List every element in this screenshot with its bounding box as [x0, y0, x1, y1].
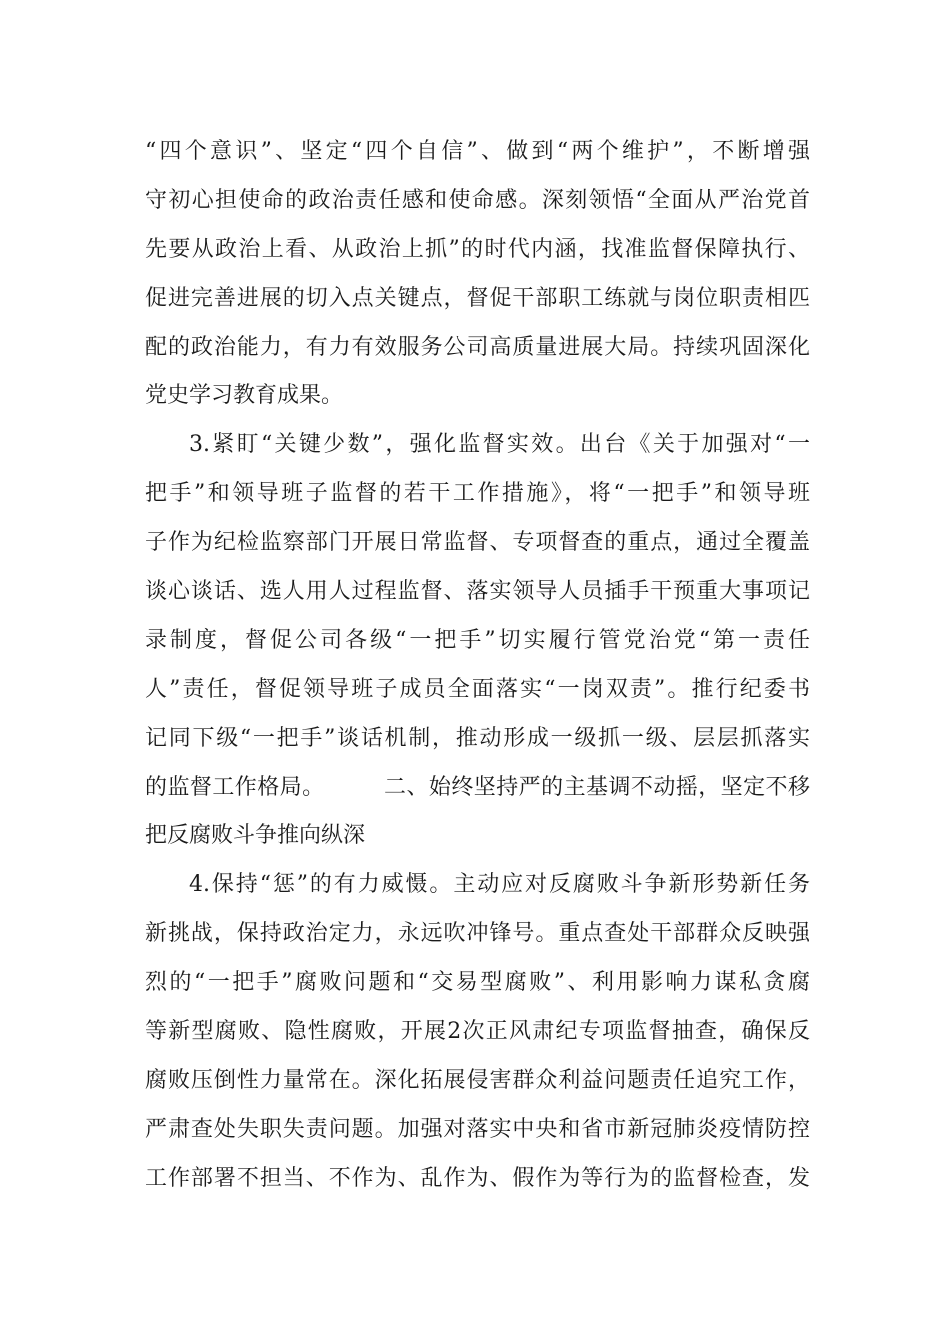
text-line: 录制度，督促公司各级“一把手”切实履行管党治党“第一责任: [145, 627, 810, 653]
text-line: 严肃查处失职失责问题。加强对落实中央和省市新冠肺炎疫情防控: [145, 1116, 810, 1142]
paragraph-3-first-line: 3.紧盯“关键少数”，强化监督实效。出台《关于加强对“一: [189, 432, 810, 458]
text-line: 把反腐败斗争推向纵深: [145, 823, 366, 849]
text-line: 党史学习教育成果。: [145, 383, 344, 409]
text-line: 先要从政治上看、从政治上抓”的时代内涵，找准监督保障执行、: [145, 236, 810, 262]
text-line: 把手”和领导班子监督的若干工作措施》，将“一把手”和领导班: [145, 481, 810, 507]
text-line: 烈的“一把手”腐败问题和“交易型腐败”、利用影响力谋私贪腐: [145, 970, 810, 996]
text-line: “四个意识”、坚定“四个自信”、做到“两个维护”，不断增强: [145, 139, 810, 164]
text-line: 配的政治能力，有力有效服务公司高质量进展大局。持续巩固深化: [145, 334, 810, 360]
body-text: [145, 128, 810, 1204]
paragraph-4-first-line: 4.保持“惩”的有力威慑。主动应对反腐败斗争新形势新任务: [189, 872, 810, 898]
text-line: 促进完善进展的切入点关键点，督促干部职工练就与岗位职责相匹: [145, 285, 810, 311]
text-line: 工作部署不担当、不作为、乱作为、假作为等行为的监督检查，发: [145, 1165, 810, 1191]
text-line: 等新型腐败、隐性腐败，开展2次正风肃纪专项监督抽查，确保反: [145, 1019, 810, 1045]
text-line: 子作为纪检监察部门开展日常监督、专项督查的重点，通过全覆盖: [145, 530, 810, 556]
text-line: 记同下级“一把手”谈话机制，推动形成一级抓一级、层层抓落实: [145, 725, 810, 751]
text-line: 守初心担使命的政治责任感和使命感。深刻领悟“全面从严治党首: [145, 187, 810, 213]
section-2-heading-line: 的监督工作格局。 二、始终坚持严的主基调不动摇，坚定不移: [145, 774, 810, 800]
text-line: 腐败压倒性力量常在。深化拓展侵害群众利益问题责任追究工作，: [145, 1067, 810, 1093]
text-line: 新挑战，保持政治定力，永远吹冲锋号。重点查处干部群众反映强: [145, 921, 810, 947]
text-line: 谈心谈话、选人用人过程监督、落实领导人员插手干预重大事项记: [145, 579, 810, 605]
text-line: 人”责任，督促领导班子成员全面落实“一岗双责”。推行纪委书: [145, 676, 810, 702]
